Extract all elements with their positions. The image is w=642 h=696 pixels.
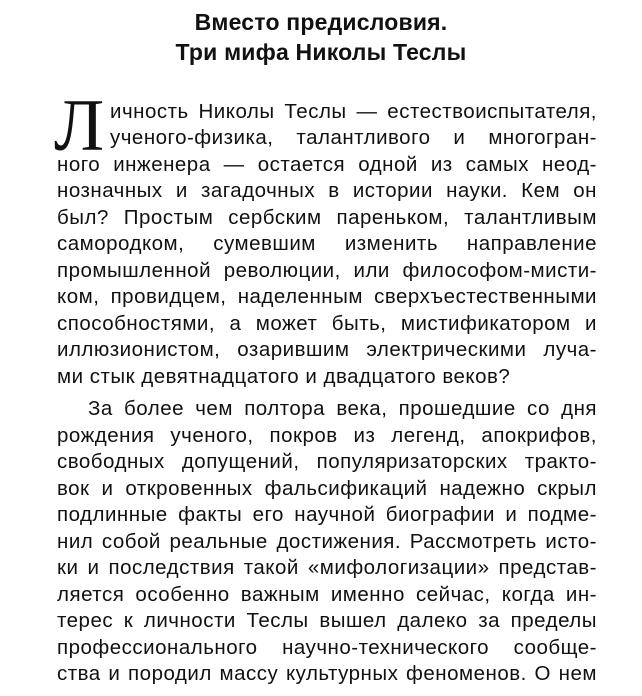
text-line: За более чем полтора века, прошедшие со дня	[88, 397, 597, 420]
text-line: ного инженера — остается одной из самых неод-	[57, 153, 597, 176]
text-line: промышленной революции, или философом-мисти-	[57, 259, 597, 282]
text-line: ки и последствия такой «мифологизации» представ-	[57, 556, 597, 579]
text-line: вок и откровенных фальсификаций надежно скрыл	[57, 477, 597, 500]
text-line: ства и породил массу культурных феноменов. О нем	[57, 662, 597, 685]
text-line: ком, провидцем, наделенным сверхъестественными	[57, 285, 597, 308]
text-line: подлинные факты его научной биографии и подме-	[57, 503, 597, 526]
text-line: нил собой реальные достижения. Рассмотреть исто-	[57, 530, 597, 553]
text-line: свободных допущений, популяризаторских тракто-	[57, 450, 597, 473]
text-line: иллюзионистом, озарившим электрическими луча-	[57, 338, 597, 361]
chapter-title-line-1: Вместо предисловия.	[194, 9, 448, 35]
drop-cap: Л	[54, 85, 105, 167]
text-line: рождения ученого, покров из легенд, апокрифов,	[57, 424, 597, 447]
text-line: был? Простым сербским пареньком, талантливым	[57, 206, 597, 229]
text-line: ученого-физика, талантливого и многогран-	[110, 126, 597, 149]
text-line: ми стык девятнадцатого и двадцатого веков?	[57, 365, 511, 388]
text-line: терес к личности Теслы вышел далеко за пределы	[57, 609, 597, 632]
text-line: способностями, а может быть, мистификатором и	[57, 312, 597, 335]
text-line: самородком, сумевшим изменить направление	[57, 232, 597, 255]
text-line: нозначных и загадочных в истории науки. Кем он	[57, 179, 597, 202]
text-line: ичность Николы Теслы — естествоиспытателя,	[110, 100, 597, 123]
text-line: ляется особенно важным именно сейчас, когда ин-	[57, 583, 597, 606]
text-line: профессионального научно-технического сообще-	[57, 636, 597, 659]
chapter-title-line-2: Три мифа Николы Теслы	[175, 39, 467, 65]
